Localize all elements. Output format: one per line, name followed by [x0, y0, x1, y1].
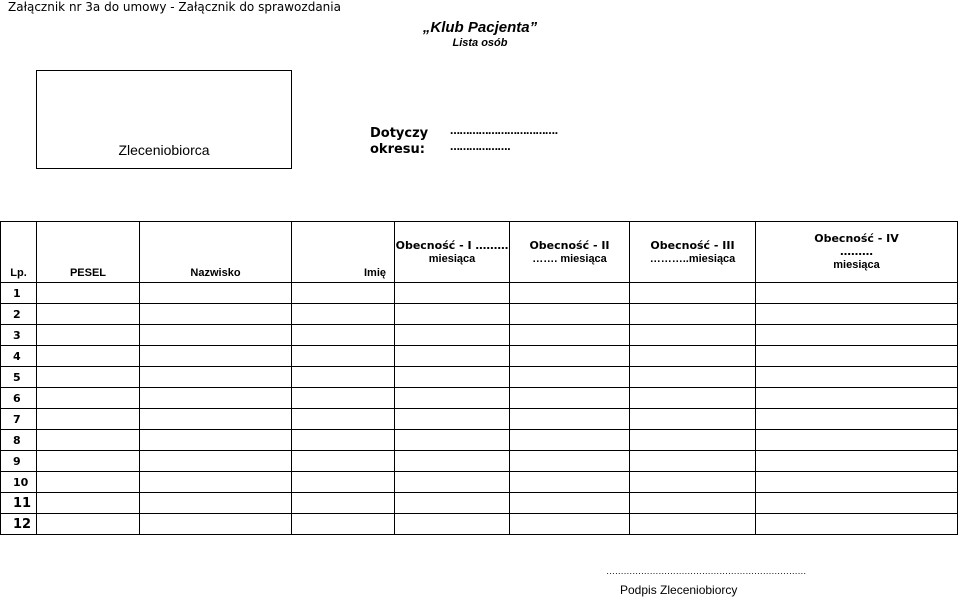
table-cell[interactable]	[292, 304, 395, 325]
table-row	[1, 283, 958, 304]
signature-line: ……………………………………………………………	[606, 566, 807, 576]
table-row	[1, 493, 958, 514]
document-title: „Klub Pacjenta”	[422, 19, 538, 36]
table-cell[interactable]	[292, 367, 395, 388]
table-cell[interactable]	[756, 283, 958, 304]
table-cell[interactable]	[756, 367, 958, 388]
table-cell[interactable]	[756, 409, 958, 430]
period-label	[370, 126, 428, 158]
table-cell[interactable]	[292, 451, 395, 472]
table-cell[interactable]	[630, 367, 756, 388]
table-cell[interactable]	[140, 493, 292, 514]
table-cell[interactable]	[37, 325, 140, 346]
table-row	[1, 325, 958, 346]
table-cell[interactable]	[630, 346, 756, 367]
table-cell[interactable]	[140, 451, 292, 472]
table-cell[interactable]	[756, 304, 958, 325]
table-cell[interactable]	[292, 472, 395, 493]
table-cell[interactable]	[395, 451, 510, 472]
table-cell[interactable]	[510, 472, 630, 493]
table-cell[interactable]	[510, 325, 630, 346]
col-header-attendance-2-line2: ……. miesiąca	[532, 252, 607, 265]
table-row	[1, 472, 958, 493]
row-number: 11	[1, 493, 37, 514]
table-cell[interactable]	[756, 346, 958, 367]
col-header-attendance-3	[630, 222, 756, 283]
table-cell[interactable]	[630, 325, 756, 346]
table-cell[interactable]	[395, 325, 510, 346]
row-number: 9	[1, 451, 37, 472]
signature-label: Podpis Zleceniobiorcy	[620, 583, 738, 597]
row-number: 6	[1, 388, 37, 409]
table-cell[interactable]	[292, 325, 395, 346]
table-cell[interactable]	[37, 304, 140, 325]
table-cell[interactable]	[630, 304, 756, 325]
table-cell[interactable]	[292, 493, 395, 514]
row-number: 5	[1, 367, 37, 388]
col-header-lp: Lp.	[1, 222, 37, 283]
col-header-attendance-1	[395, 222, 510, 283]
period-label-line2: okresu:	[370, 142, 425, 157]
col-header-attendance-1-line1: Obecność - I ………	[395, 238, 509, 252]
table-cell[interactable]	[510, 409, 630, 430]
table-cell[interactable]	[292, 283, 395, 304]
table-cell[interactable]	[630, 451, 756, 472]
table-cell[interactable]	[630, 472, 756, 493]
table-cell[interactable]	[510, 304, 630, 325]
table-cell[interactable]	[395, 514, 510, 535]
table-cell[interactable]	[756, 430, 958, 451]
table-row	[1, 367, 958, 388]
table-cell[interactable]	[140, 304, 292, 325]
table-cell[interactable]	[140, 388, 292, 409]
table-cell[interactable]	[630, 409, 756, 430]
header-note: Załącznik nr 3a do umowy - Załącznik do sprawozdania	[8, 0, 341, 14]
document-subtitle: Lista osób	[452, 37, 508, 49]
row-number: 4	[1, 346, 37, 367]
table-cell[interactable]	[140, 409, 292, 430]
row-number: 1	[1, 283, 37, 304]
period-value-line2: ……………….	[450, 142, 511, 153]
table-cell[interactable]	[140, 367, 292, 388]
table-cell[interactable]	[510, 451, 630, 472]
table-cell[interactable]	[510, 346, 630, 367]
table-cell[interactable]	[37, 367, 140, 388]
table-cell[interactable]	[630, 493, 756, 514]
table-cell[interactable]	[37, 346, 140, 367]
table-cell[interactable]	[140, 346, 292, 367]
table-body	[1, 283, 958, 535]
table-row	[1, 388, 958, 409]
table-cell[interactable]	[510, 430, 630, 451]
table-cell[interactable]	[630, 514, 756, 535]
table-cell[interactable]	[395, 409, 510, 430]
period-label-line1: Dotyczy	[370, 126, 429, 141]
table-cell[interactable]	[756, 451, 958, 472]
table-cell[interactable]	[510, 514, 630, 535]
table-cell[interactable]	[37, 472, 140, 493]
table-cell[interactable]	[140, 325, 292, 346]
col-header-attendance-3-line1: Obecność - III	[650, 238, 735, 252]
table-cell[interactable]	[395, 493, 510, 514]
table-cell[interactable]	[140, 514, 292, 535]
table-cell[interactable]	[395, 346, 510, 367]
table-cell[interactable]	[140, 283, 292, 304]
participants-table	[0, 221, 958, 535]
row-number: 8	[1, 430, 37, 451]
table-cell[interactable]	[395, 388, 510, 409]
col-header-pesel: PESEL	[37, 222, 140, 283]
col-header-nazwisko: Nazwisko	[140, 222, 292, 283]
table-cell[interactable]	[37, 451, 140, 472]
table-cell[interactable]	[37, 430, 140, 451]
period-value-line1: …………………………….	[450, 126, 558, 137]
table-row	[1, 346, 958, 367]
table-cell[interactable]	[756, 325, 958, 346]
col-header-attendance-4	[756, 222, 958, 283]
col-header-attendance-2-line1: Obecność - II	[529, 238, 610, 252]
col-header-attendance-3-line2: ………..miesiąca	[649, 252, 736, 265]
table-cell[interactable]	[37, 409, 140, 430]
table-cell[interactable]	[510, 283, 630, 304]
row-number: 7	[1, 409, 37, 430]
table-cell[interactable]	[292, 514, 395, 535]
table-row	[1, 430, 958, 451]
table-cell[interactable]	[140, 430, 292, 451]
table-cell[interactable]	[510, 367, 630, 388]
table-row	[1, 409, 958, 430]
col-header-attendance-4-line3: miesiąca	[833, 259, 880, 271]
col-header-attendance-4-line2: ………	[840, 245, 873, 258]
table-cell[interactable]	[395, 430, 510, 451]
table-cell[interactable]	[37, 388, 140, 409]
table-cell[interactable]	[395, 367, 510, 388]
table-cell[interactable]	[395, 472, 510, 493]
table-cell[interactable]	[510, 493, 630, 514]
table-cell[interactable]	[395, 283, 510, 304]
row-number: 3	[1, 325, 37, 346]
client-box	[36, 70, 292, 169]
table-cell[interactable]	[37, 514, 140, 535]
table-cell[interactable]	[756, 493, 958, 514]
table-row	[1, 514, 958, 535]
table-cell[interactable]	[140, 472, 292, 493]
col-header-attendance-2	[510, 222, 630, 283]
col-header-imie: Imię	[292, 222, 395, 283]
client-label: Zleceniobiorca	[118, 142, 210, 158]
table-cell[interactable]	[292, 346, 395, 367]
table-cell[interactable]	[37, 283, 140, 304]
row-number: 10	[1, 472, 37, 493]
table-cell[interactable]	[756, 514, 958, 535]
row-number: 12	[1, 514, 37, 535]
table-cell[interactable]	[630, 283, 756, 304]
col-header-attendance-1-line2: miesiąca	[428, 252, 476, 265]
table-cell[interactable]	[630, 430, 756, 451]
table-cell[interactable]	[292, 388, 395, 409]
table-cell[interactable]	[630, 388, 756, 409]
table-cell[interactable]	[292, 430, 395, 451]
table-row	[1, 304, 958, 325]
table-header-row	[1, 222, 958, 283]
table-cell[interactable]	[756, 472, 958, 493]
table-row	[1, 451, 958, 472]
col-header-attendance-4-line1: Obecność - IV	[814, 232, 899, 245]
table-cell[interactable]	[510, 388, 630, 409]
row-number: 2	[1, 304, 37, 325]
table-cell[interactable]	[292, 409, 395, 430]
table-cell[interactable]	[756, 388, 958, 409]
table-cell[interactable]	[395, 304, 510, 325]
table-cell[interactable]	[37, 493, 140, 514]
